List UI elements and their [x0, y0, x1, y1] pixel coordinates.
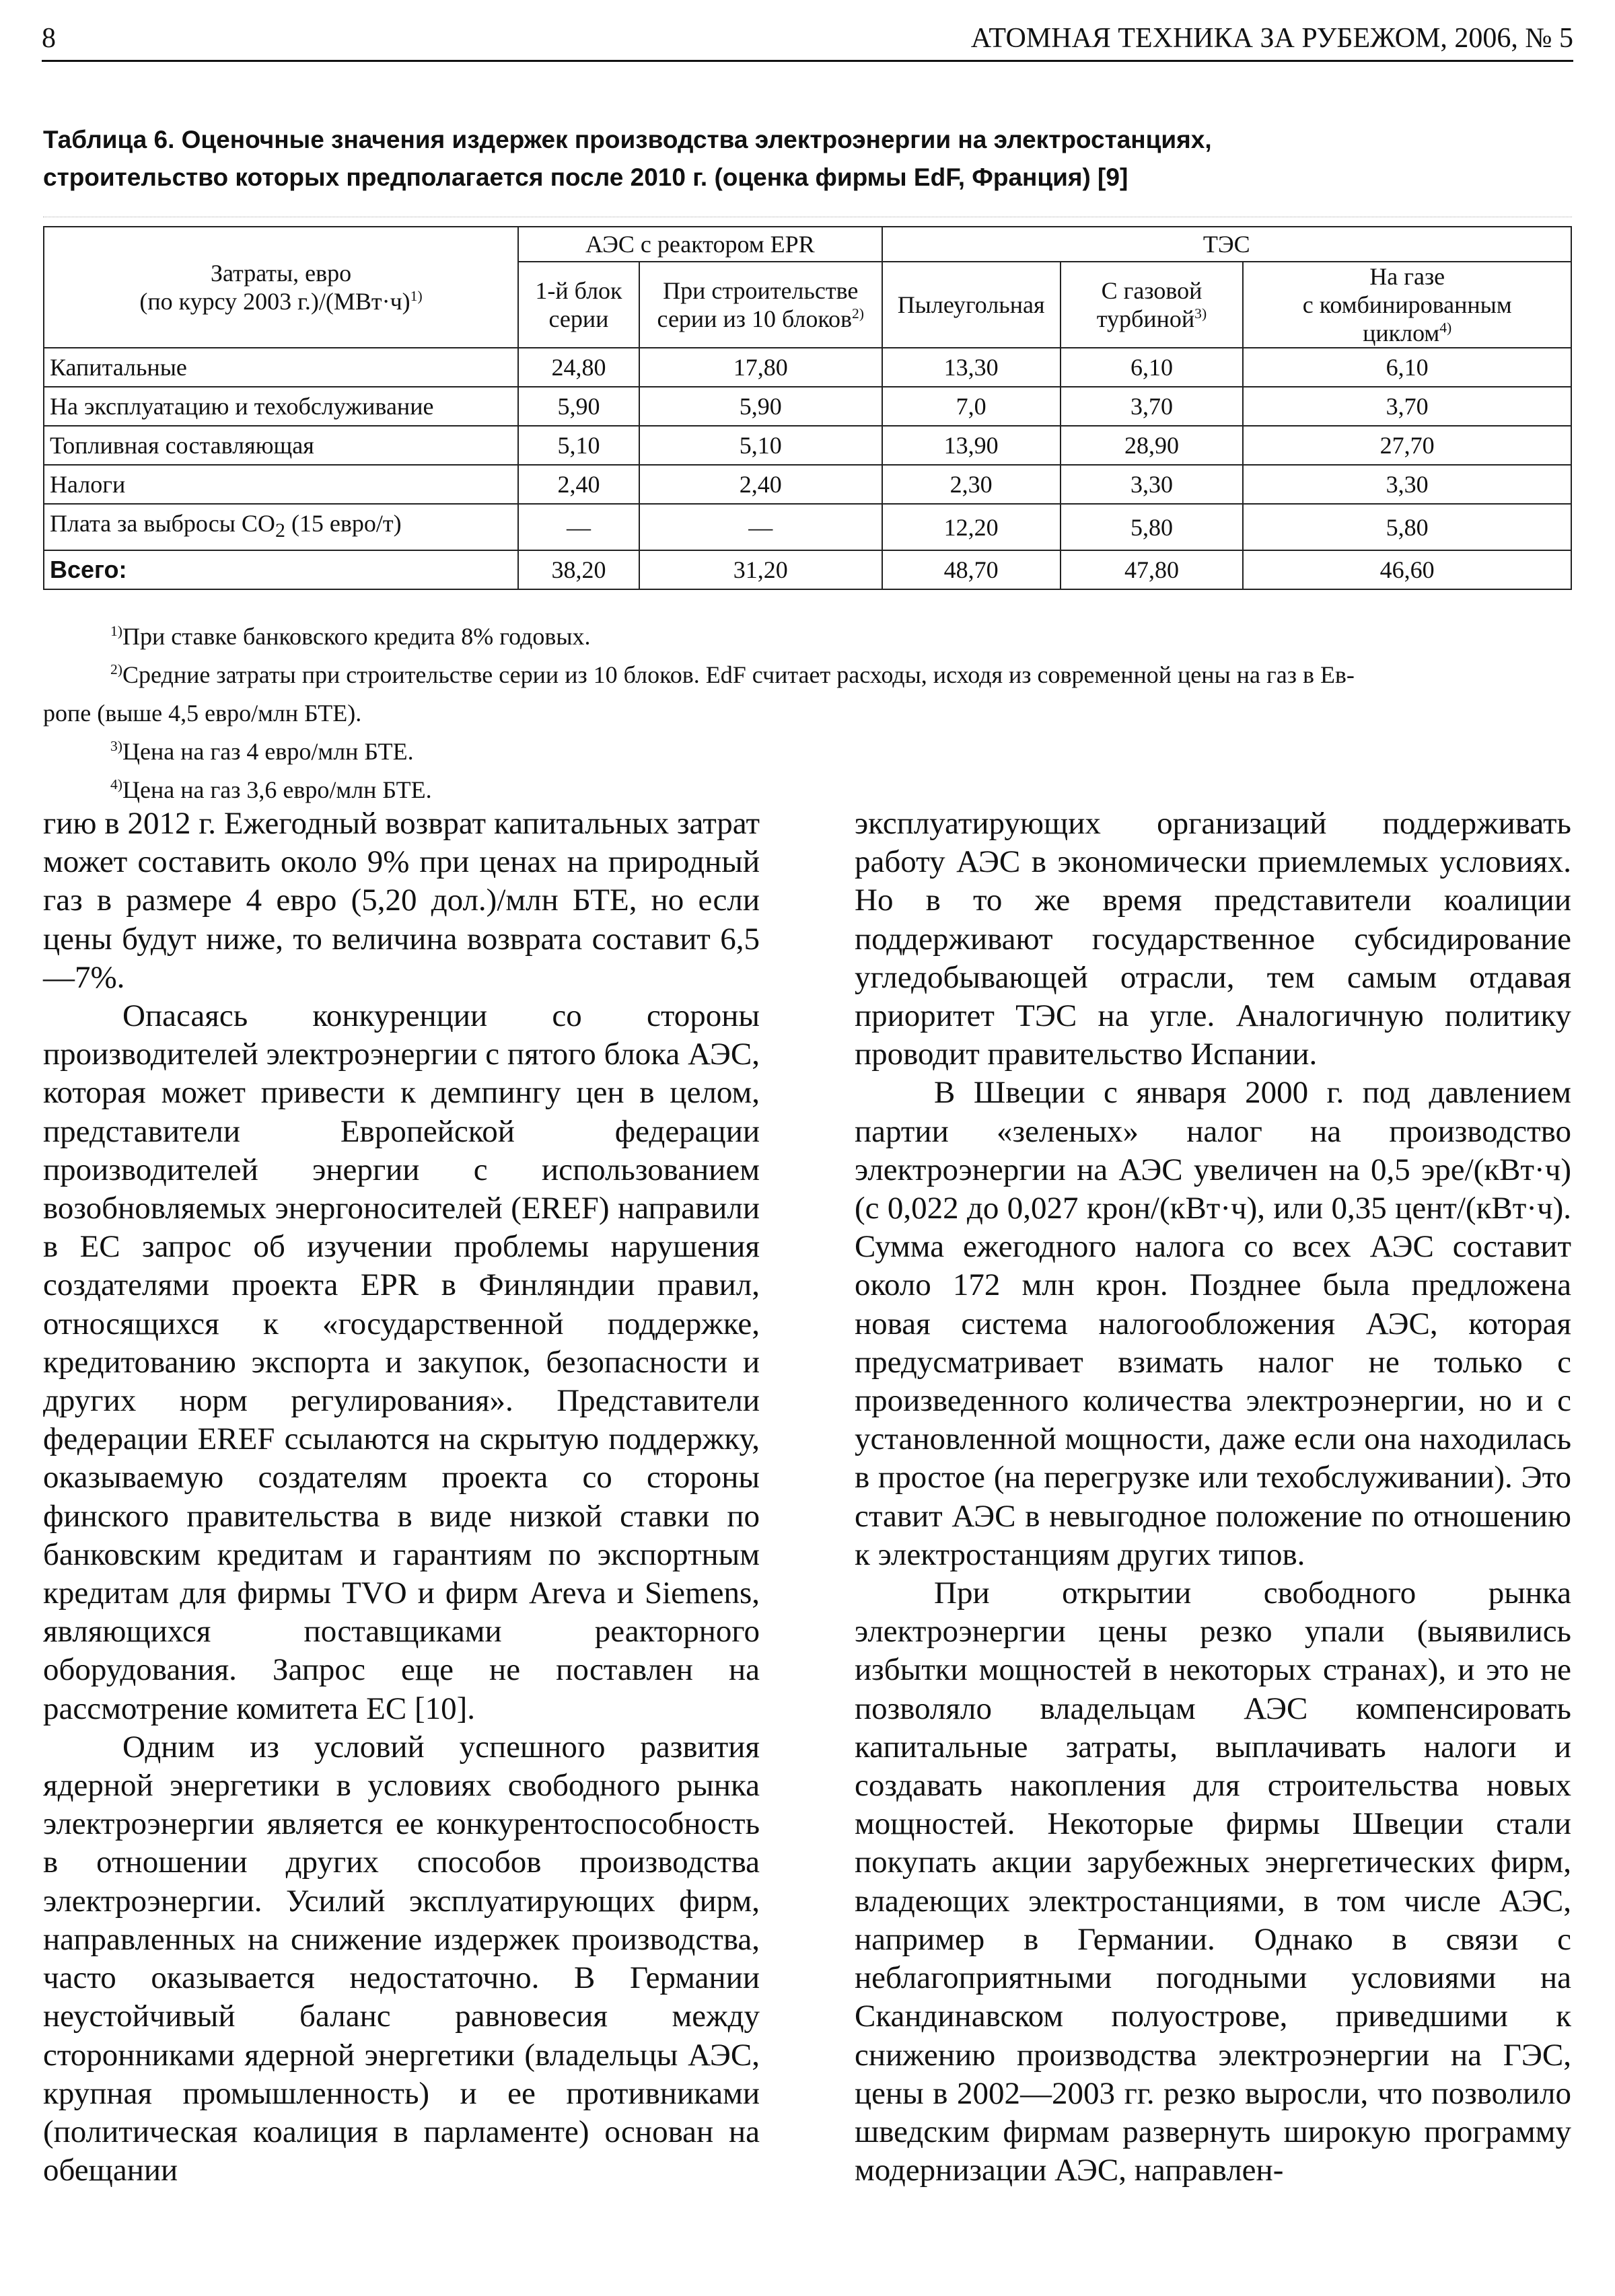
group-header-aes: АЭС с реактором EPR — [518, 227, 882, 262]
row-label: Топливная составляющая — [44, 426, 518, 465]
group-header-tes: ТЭС — [882, 227, 1571, 262]
cell: 47,80 — [1061, 550, 1244, 589]
table-row — [44, 465, 1571, 504]
cell: 28,90 — [1061, 426, 1244, 465]
left-text-column — [43, 805, 760, 2190]
cell: 31,20 — [639, 550, 882, 589]
row-label: Всего: — [44, 550, 518, 589]
cell: — — [639, 504, 882, 550]
cell: 24,80 — [518, 348, 639, 387]
running-header — [42, 19, 1573, 62]
cell: 46,60 — [1243, 550, 1571, 589]
table-row — [44, 426, 1571, 465]
row-label: Капитальные — [44, 348, 518, 387]
row-label: Плата за выбросы $СО_2$ (15 евро/т) — [44, 504, 518, 550]
cell: 3,70 — [1243, 387, 1571, 426]
footnote-2: $^{2)}$Средние затраты при строительстве серии из 10 блоков. EdF считает расходы, исходя из современной цены на газ в Ев- — [110, 661, 1355, 688]
cell: 5,90 — [639, 387, 882, 426]
footnote-2-continued: ропе (выше 4,5 евро/млн БТЕ). — [43, 700, 362, 727]
page-number: 8 — [42, 23, 56, 54]
caption-line-1: Таблица 6. Оценочные значения издержек производства электроэнергии на электростанциях, — [43, 126, 1212, 153]
cell: 12,20 — [882, 504, 1061, 550]
right-text-column — [855, 805, 1571, 2190]
footnote-1: $^{1)}$При ставке банковского кредита 8% годовых. — [110, 623, 591, 650]
table-total-row — [44, 550, 1571, 589]
cell: 2,40 — [518, 465, 639, 504]
cost-table — [43, 226, 1572, 590]
table-row — [44, 348, 1571, 387]
cell: 2,40 — [639, 465, 882, 504]
cell: 2,30 — [882, 465, 1061, 504]
col-header-combined-cycle: На газе с комбинированным циклом$^{4)}$ — [1243, 262, 1571, 348]
cell: 6,10 — [1061, 348, 1244, 387]
corner-header: Затраты, евро (по курсу 2003 $г.)/(МВт\cdot ч)^{1)}$ — [44, 227, 518, 348]
col-header-first-unit: 1-й блок серии — [518, 262, 639, 348]
cell: 7,0 — [882, 387, 1061, 426]
cell: 17,80 — [639, 348, 882, 387]
footnote-4: $^{4)}$Цена на газ 3,6 евро/млн БТЕ. — [110, 776, 432, 803]
paragraph: При открытии свободного рынка электроэнергии цены резко упали (выявились избытки мощностей в некоторых странах), и это не позволяло владельцам АЭС компенсировать капитальные затраты, выплачивать налоги и создавать накопления для строительства новых мощностей. Некоторые фирмы Швеции стали покупать акции зарубежных энергетических фирм, владеющих электростанциями, в том числе АЭС, например в Германии. Однако в связи с неблагоприятными погодными условиями на Скандинавском полуострове, приведшими к снижению производства электроэнергии на ГЭС, цены в 2002—2003 гг. резко выросли, что позволило шведским фирмам развернуть широкую программу модернизации АЭС, направлен- — [855, 1576, 1571, 2188]
table-caption — [43, 121, 1572, 196]
col-header-gas-turbine: С газовой турбиной$^{3)}$ — [1061, 262, 1244, 348]
paragraph: эксплуатирующих организаций поддерживать работу АЭС в экономически приемлемых условиях. Но в то же время представители коалиции поддерживают государственное субсидирование угледобывающей отрасли, тем самым отдавая приоритет ТЭС на угле. Аналогичную политику проводит правительство Испании. — [855, 806, 1571, 1072]
cell: 3,70 — [1061, 387, 1244, 426]
journal-title: АТОМНАЯ ТЕХНИКА ЗА РУБЕЖОМ, 2006, № 5 — [970, 23, 1573, 54]
paragraph: Одним из условий успешного развития ядерной энергетики в условиях свободного рынка электроэнергии является ее конкурентоспособность в отношении других способов производства электроэнергии. Усилий эксплуатирующих фирм, направленных на снижение издержек производства, часто оказывается недостаточно. В Германии неустойчивый баланс равновесия между сторонниками ядерной энергетики (владельцы АЭС, крупная промышленность) и ее противниками (политическая коалиция в парламенте) основан на обещании — [43, 1729, 760, 2188]
cell: 5,80 — [1061, 504, 1244, 550]
cell: 48,70 — [882, 550, 1061, 589]
cell: 6,10 — [1243, 348, 1571, 387]
table-row — [44, 504, 1571, 550]
paragraph: Опасаясь конкуренции со стороны производителей электроэнергии с пятого блока АЭС, которая может привести к демпингу цен в целом, представители Европейской федерации производителей энергии с использованием возобновляемых энергоносителей (EREF) направили в ЕС запрос об изучении проблемы нарушения создателями проекта EPR в Финляндии правил, относящихся к «государственной поддержке, кредитованию экспорта и закупок, безопасности и других норм регулирования». Представители федерации EREF ссылаются на скрытую поддержку, оказываемую создателям проекта со стороны финского правительства в виде низкой ставки по банковским кредитам и гарантиям по экспортным кредитам для фирмы TVO и фирм Areva и Siemens, являющихся поставщиками реакторного оборудования. Запрос еще не поставлен на рассмотрение комитета ЕС [10]. — [43, 998, 760, 1726]
cell: 5,10 — [518, 426, 639, 465]
cell: 13,30 — [882, 348, 1061, 387]
col-header-coal: Пылеугольная — [882, 262, 1061, 348]
cell: 27,70 — [1243, 426, 1571, 465]
table-row — [44, 387, 1571, 426]
cell: 5,90 — [518, 387, 639, 426]
table-header-row — [44, 227, 1571, 262]
paragraph: В Швеции с января 2000 г. под давлением партии «зеленых» налог на производство электроэнергии на АЭС увеличен на 0,5 эре/(кВт·ч) (с 0,022 до 0,027 крон/(кВт·ч), или 0,35 цент/(кВт·ч). Сумма ежегодного налога со всех АЭС составит около 172 млн крон. Позднее была предложена новая система налогообложения АЭС, которая предусматривает взимать налог не только с произведенного количества электроэнергии, но и с установленной мощности, даже если она находилась в простое (на перегрузке или техобслуживании). Это ставит АЭС в невыгодное положение по отношению к электростанциям других типов. — [855, 1075, 1571, 1572]
col-header-series: При строительстве серии из 10 блоков$^{2)}$ — [639, 262, 882, 348]
table-footnotes — [43, 618, 1572, 809]
cell: — — [518, 504, 639, 550]
cell: 5,80 — [1243, 504, 1571, 550]
paragraph: гию в 2012 г. Ежегодный возврат капитальных затрат может составить около 9% при ценах на природный газ в размере 4 евро (5,20 дол.)/млн БТЕ, но если цены будут ниже, то величина возврата составит 6,5—7%. — [43, 806, 760, 995]
cell: 3,30 — [1061, 465, 1244, 504]
cell: 38,20 — [518, 550, 639, 589]
caption-line-2: строительство которых предполагается после 2010 г. (оценка фирмы EdF, Франция) [9] — [43, 163, 1128, 191]
row-label: Налоги — [44, 465, 518, 504]
row-label: На эксплуатацию и техобслуживание — [44, 387, 518, 426]
cell: 5,10 — [639, 426, 882, 465]
footnote-3: $^{3)}$Цена на газ 4 евро/млн БТЕ. — [110, 738, 414, 765]
cell: 13,90 — [882, 426, 1061, 465]
cell: 3,30 — [1243, 465, 1571, 504]
